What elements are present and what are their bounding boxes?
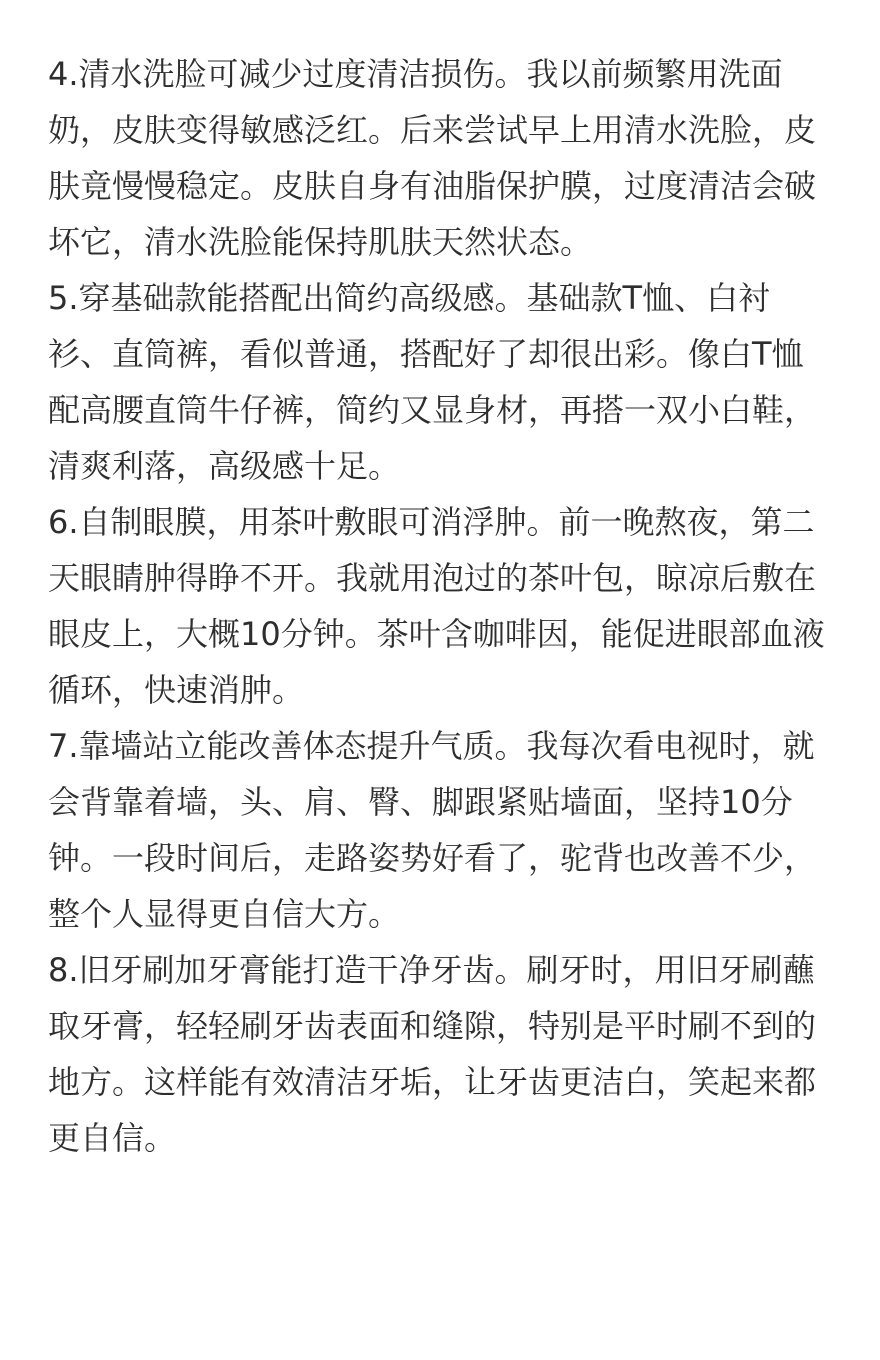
text-line: 肤竟慢慢稳定。皮肤自身有油脂保护膜，过度清洁会破 (48, 167, 817, 205)
text-line: 眼皮上，大概10分钟。茶叶含咖啡因，能促进眼部血液 (48, 615, 825, 653)
text-line: 衫、直筒裤，看似普通，搭配好了却很出彩。像白T恤 (48, 335, 804, 373)
text-line: 会背靠着墙，头、肩、臀、脚跟紧贴墙面，坚持10分 (48, 783, 793, 821)
text-line: 循环，快速消肿。 (48, 671, 305, 709)
text-line: 8.旧牙刷加牙膏能打造干净牙齿。刷牙时，用旧牙刷蘸 (48, 951, 815, 989)
tip-paragraph-6 (48, 494, 833, 718)
text-line: 更自信。 (48, 1119, 177, 1157)
text-line: 天眼睛肿得睁不开。我就用泡过的茶叶包，晾凉后敷在 (48, 559, 817, 597)
text-line: 6.自制眼膜，用茶叶敷眼可消浮肿。前一晚熬夜，第二 (48, 503, 815, 541)
article-body (48, 46, 833, 1166)
tip-paragraph-8 (48, 942, 833, 1166)
text-line: 4.清水洗脸可减少过度清洁损伤。我以前频繁用洗面 (48, 55, 783, 93)
text-line: 整个人显得更自信大方。 (48, 895, 401, 933)
text-line: 配高腰直筒牛仔裤，简约又显身材，再搭一双小白鞋， (48, 391, 817, 429)
text-line: 奶，皮肤变得敏感泛红。后来尝试早上用清水洗脸，皮 (48, 111, 817, 149)
text-line: 7.靠墙站立能改善体态提升气质。我每次看电视时，就 (48, 727, 815, 765)
text-line: 地方。这样能有效清洁牙垢，让牙齿更洁白，笑起来都 (48, 1063, 817, 1101)
tip-paragraph-4 (48, 46, 833, 270)
tip-paragraph-7 (48, 718, 833, 942)
text-line: 坏它，清水洗脸能保持肌肤天然状态。 (48, 223, 593, 261)
text-line: 取牙膏，轻轻刷牙齿表面和缝隙，特别是平时刷不到的 (48, 1007, 817, 1045)
text-line: 清爽利落，高级感十足。 (48, 447, 401, 485)
tip-paragraph-5 (48, 270, 833, 494)
text-line: 5.穿基础款能搭配出简约高级感。基础款T恤、白衬 (48, 279, 771, 317)
text-line: 钟。一段时间后，走路姿势好看了，驼背也改善不少， (48, 839, 817, 877)
